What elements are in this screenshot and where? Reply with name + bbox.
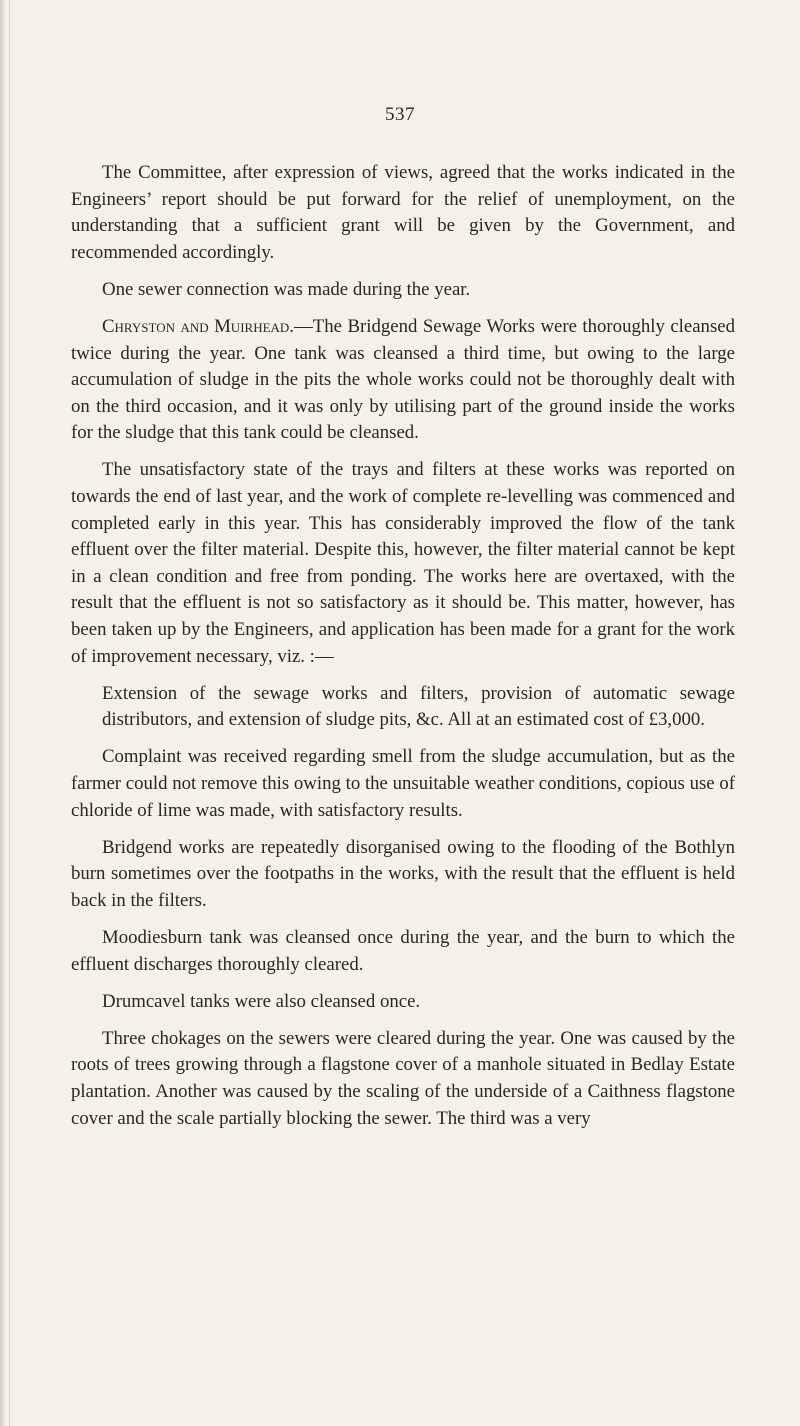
- paragraph-chryston-body: —The Bridgend Sewage Works were thoroughly cleansed twice during the year. One tank was cleansed a third time, but owing to the large accumulation of sludge in the pits the whole works could not be thoroughly dealt with on the third occasion, and it was only by utilising part of the ground inside the works for the sludge that this tank could be cleansed.: [71, 315, 735, 444]
- page-binding-line: [9, 0, 10, 1426]
- paragraph-committee: The Committee, after expression of views, agreed that the works indicated in the Engineers’ report should be put forward for the relief of unemployment, on the understanding that a sufficient grant will be given by the Government, and recommended accordingly.: [71, 162, 735, 263]
- paragraph-extension: Extension of the sewage works and filters, provision of automatic sewage distributors, and extension of sludge pits, &c. All at an estimated cost of £3,000.: [102, 682, 735, 731]
- page-left-edge-shadow: [0, 0, 6, 1426]
- paragraph-drumcavel: Drumcavel tanks were also cleansed once.: [102, 990, 421, 1012]
- page-number: 537: [385, 104, 415, 125]
- paragraph-bridgend-flooding: Bridgend works are repeatedly disorganised owing to the flooding of the Bothlyn burn sometimes over the footpaths in the works, with the result that the effluent is held back in the filters.: [71, 836, 735, 911]
- section-heading-chryston: Chryston and Muirhead.: [102, 315, 294, 337]
- paragraph-sewer-connection: One sewer connection was made during the year.: [102, 278, 471, 300]
- paragraph-complaint: Complaint was received regarding smell from the sludge accumulation, but as the farmer could not remove this owing to the unsuitable weather conditions, copious use of chloride of lime was made, with satisfactory results.: [71, 746, 735, 821]
- paragraph-chokages: Three chokages on the sewers were cleared during the year. One was caused by the roots of trees growing through a flagstone cover of a manhole situated in Bedlay Estate plantation. Another was caused by the scaling of the underside of a Caithness flagstone cover and the scale partially blocking the sewer. The third was a very: [71, 1027, 735, 1129]
- paragraph-trays-filters: The unsatisfactory state of the trays and filters at these works was reported on towards the end of last year, and the work of complete re-levelling was commenced and completed early in this year. This has considerably improved the flow of the tank effluent over the filter material. Despite this, however, the filter material cannot be kept in a clean condition and free from ponding. The works here are overtaxed, with the result that the effluent is not so satisfactory as it should be. This matter, however, has been taken up by the Engineers, and application has been made for a grant for the work of improvement necessary, viz. :—: [71, 459, 735, 667]
- body-text: [71, 160, 735, 1143]
- paragraph-moodiesburn: Moodiesburn tank was cleansed once during the year, and the burn to which the effluent discharges thoroughly cleared.: [71, 926, 735, 975]
- paragraph-chryston: [71, 314, 735, 447]
